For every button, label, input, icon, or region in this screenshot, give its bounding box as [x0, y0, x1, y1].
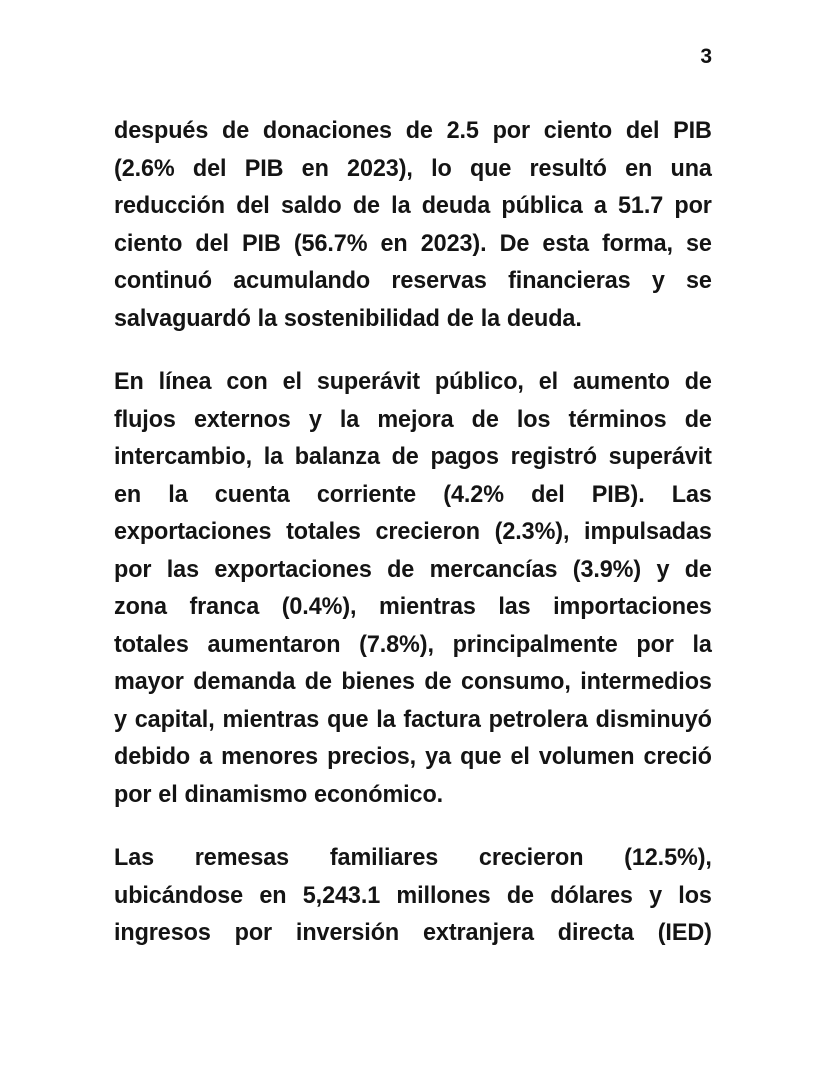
body-paragraph: después de donaciones de 2.5 por ciento del PIB (2.6% del PIB en 2023), lo que resultó en una reducción del saldo de la deuda pública a 51.7 por ciento del PIB (56.7% en 2023). De esta forma, se continuó acumulando reservas financieras y se salvaguardó la sostenibilidad de la deuda.	[114, 117, 712, 332]
body-paragraph: En línea con el superávit público, el aumento de flujos externos y la mejora de los términos de intercambio, la balanza de pagos registró superávit en la cuenta corriente (4.2% del PIB). Las exportaciones totales crecieron (2.3%), impulsadas por las exportaciones de mercancías (3.9%) y de zona franca (0.4%), mientras las importaciones totales aumentaron (7.8%), principalmente por la mayor demanda de bienes de consumo, intermedios y capital, mientras que la factura petrolera disminuyó debido a menores precios, ya que el volumen creció por el dinamismo económico.	[114, 368, 712, 808]
body-paragraph: Las remesas familiares crecieron (12.5%), ubicándose en 5,243.1 millones de dólares y los ingresos por inversión extranjera directa (IED)	[114, 844, 712, 946]
page-number: 3	[700, 45, 712, 68]
document-body	[114, 112, 712, 989]
